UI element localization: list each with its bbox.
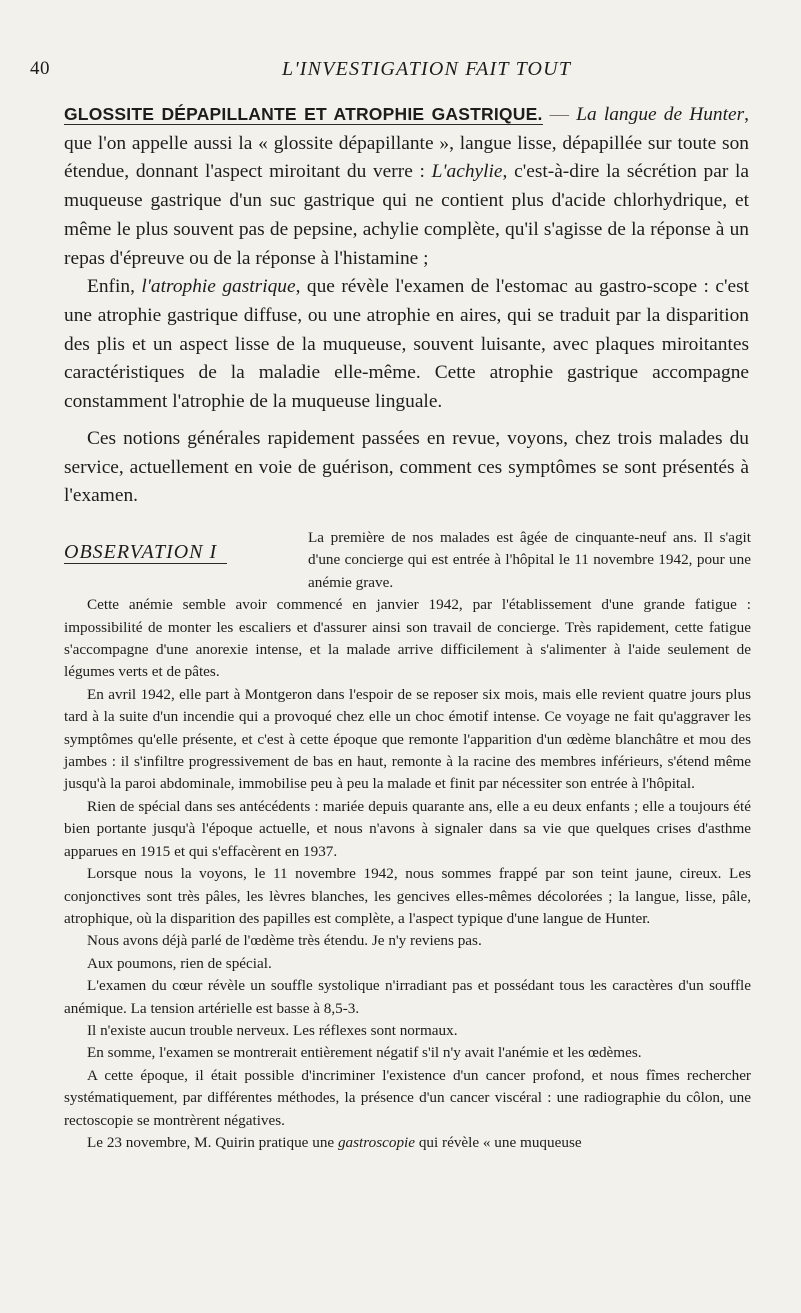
running-title: L'INVESTIGATION FAIT TOUT <box>282 58 572 80</box>
emphasis-achylie: L'achylie <box>431 161 503 183</box>
observation-paragraph: L'examen du cœur révèle un souffle systolique n'irradiant pas et possédant tous les caractères d'un souffle anémique. La tension artérielle est basse à 8,5-3. <box>64 977 751 1017</box>
paragraph-notions: Ces notions générales rapidement passées en revue, voyons, chez trois malades du service, actuellement en voie de guérison, comment ces symptômes se sont présentés à l'examen. <box>64 428 749 507</box>
observation-paragraph: Lorsque nous la voyons, le 11 novembre 1942, nous sommes frappé par son teint jaune, cireux. Les conjonctives sont très pâles, les lèvres blanches, les gencives elles-mêmes décolorées ; la langue, lisse, pâle, atrophique, où la disparition des papilles est complète, a l'aspect typique d'une langue de Hunter. <box>64 865 751 927</box>
running-header <box>30 58 743 88</box>
observation-paragraph: En somme, l'examen se montrerait entièrement négatif s'il n'y avait l'anémie et les œdèmes. <box>87 1044 642 1062</box>
section-heading: GLOSSITE DÉPAPILLANTE ET ATROPHIE GASTRIQUE. <box>64 104 543 124</box>
observation-body <box>64 527 751 1154</box>
paragraph-hunter <box>64 100 749 273</box>
emphasis-gastroscopie: gastroscopie <box>337 1133 416 1151</box>
observation-paragraph: Rien de spécial dans ses antécédents : mariée depuis quarante ans, elle a eu deux enfants ; elle a toujours été bien portante jusqu'à l'époque actuelle, et nous n'avons à signaler dans sa vie que quelques crises d'asthme apparues en 1915 et qui s'effacèrent en 1937. <box>64 797 751 860</box>
text-run: Le 23 novembre, M. Quirin pratique une <box>87 1133 338 1151</box>
heading-dash: — <box>542 104 577 125</box>
text-run: , que l'on appelle aussi la « glossite dépapillante », langue lisse, dépapillée sur toute son étendue, donnant l'aspect miroitant du verre : <box>64 104 749 183</box>
observation-paragraph: En avril 1942, elle part à Montgeron dans l'espoir de se reposer six mois, mais elle revient quatre jours plus tard à la suite d'un incendie qui a provoqué chez elle un choc émotif intense. Ce voyage ne fait qu'aggraver les symptômes qu'elle présente, et c'est à cette époque que remonte l'apparition d'un œdème blanchâtre et mou des jambes : il s'infiltre progressivement de bas en haut, remonte à la racine des membres inférieurs, s'étend même jusqu'à la paroi abdominale, immobilise peu à peu la malade et finit par nécessiter son entrée à l'hôpital. <box>64 685 751 793</box>
emphasis-atrophie: l'atrophie gastrique <box>141 276 296 298</box>
section-notions <box>64 425 749 511</box>
observation-paragraph: Cette anémie semble avoir commencé en janvier 1942, par l'établissement d'une grande fatigue : impossibilité de monter les escaliers et d'assurer ainsi son travail de concierge. Très rapidement, cette fatigue s'accompagne d'une anorexie intense, et la malade arrive difficilement à s'alimenter à l'aide seulement de légumes verts et de pâtes. <box>64 596 751 681</box>
observation-block <box>64 527 751 1154</box>
text-run: , que révèle l'examen de l'estomac au gastro-scope : c'est une atrophie gastrique diffuse, ou une atrophie en aires, qui se traduit par la disparition des plis et un aspect lisse de la muqueuse, souvent luisante, avec plaques miroitantes caractéristiques de la maladie elle-même. Cette atrophie gastrique accompagne constamment l'atrophie de la muqueuse linguale. <box>64 276 749 413</box>
text-run: qui révèle « une muqueuse <box>415 1133 582 1151</box>
observation-paragraph: A cette époque, il était possible d'incriminer l'existence d'un cancer profond, et nous fîmes rechercher systématiquement, par différentes méthodes, la présence d'un cancer viscéral : une radiographie du côlon, une rectoscopie se montrèrent négatives. <box>64 1066 751 1129</box>
paragraph-atrophie <box>64 273 749 417</box>
observation-title <box>64 527 286 581</box>
observation-intro: La première de nos malades est âgée de cinquante-neuf ans. Il s'agit d'une concierge qui est entrée à l'hôpital le 11 novembre 1942, pour une anémie grave. <box>308 529 751 591</box>
section-glossite <box>64 100 749 417</box>
observation-title-text: OBSERVATION I <box>64 541 227 564</box>
text-run: , c'est-à-dire la sécrétion par la muqueuse gastrique d'un suc gastrique qui ne contient plus d'acide chlorhydrique, et même le plus souvent pas de pepsine, achylie complète, qu'il s'agisse de la réponse à un repas d'épreuve ou de la réponse à l'histamine ; <box>64 161 749 269</box>
text-run: Enfin, <box>87 276 142 298</box>
page-number: 40 <box>30 58 50 79</box>
observation-paragraph: Nous avons déjà parlé de l'œdème très étendu. Je n'y reviens pas. <box>87 932 482 950</box>
observation-paragraph: Aux poumons, rien de spécial. <box>87 954 272 972</box>
emphasis-hunter: La langue de Hunter <box>576 104 745 125</box>
observation-paragraph: Il n'existe aucun trouble nerveux. Les réflexes sont normaux. <box>87 1021 458 1039</box>
observation-paragraph <box>64 1132 751 1154</box>
